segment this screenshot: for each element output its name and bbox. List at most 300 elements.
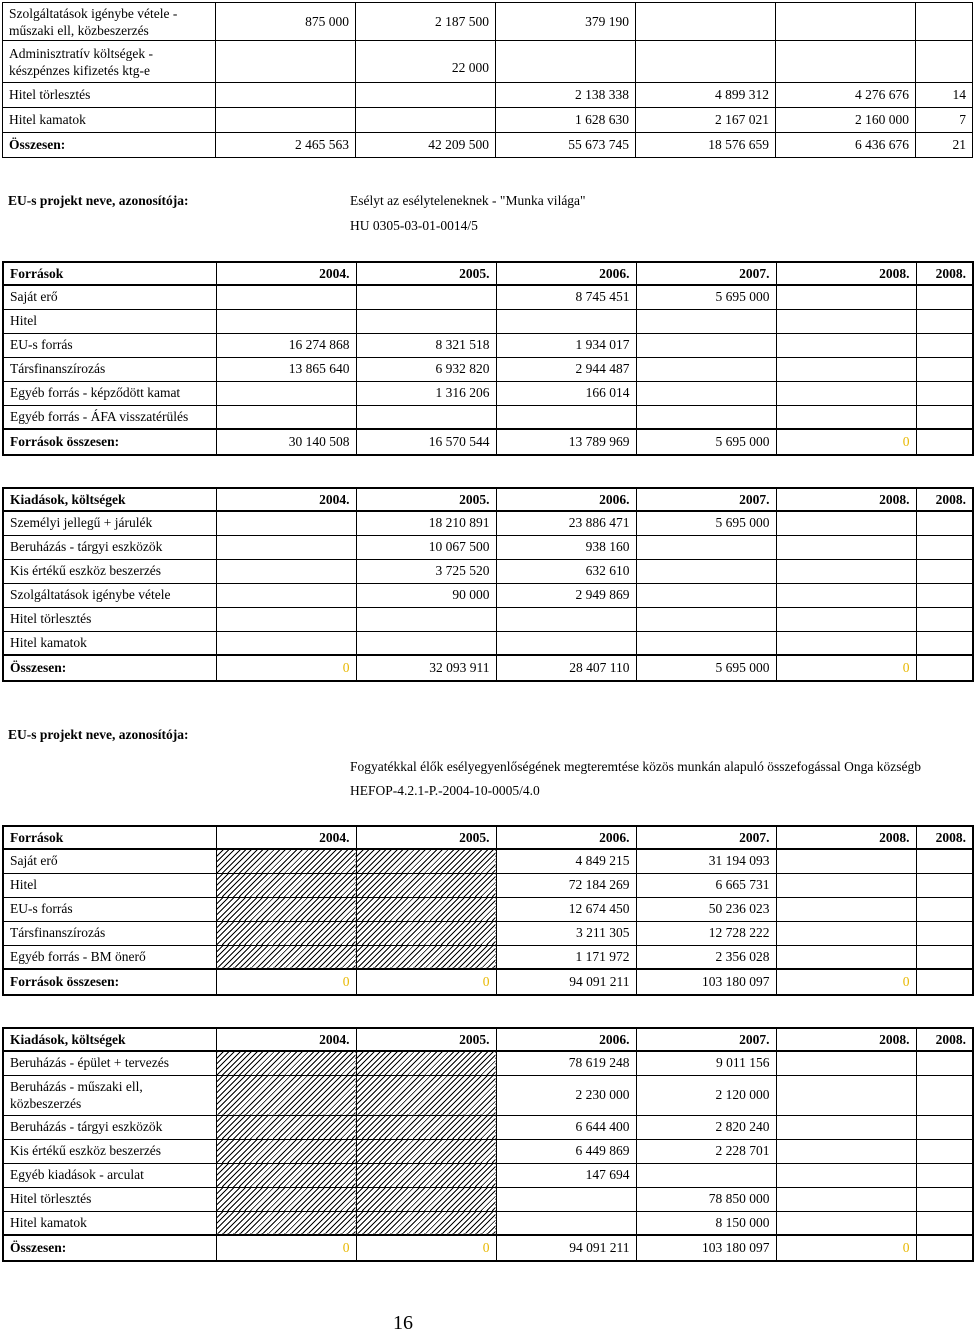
cell: 1 628 630	[496, 108, 636, 133]
cell	[916, 873, 973, 897]
header-year: 2004.	[216, 826, 356, 849]
cell	[216, 631, 356, 655]
cell	[636, 41, 776, 83]
cell	[776, 1115, 916, 1139]
total-label: Összesen:	[3, 1235, 216, 1261]
cell	[916, 1163, 973, 1187]
table-header-row	[3, 1028, 973, 1051]
cell	[916, 511, 973, 535]
cell	[496, 405, 636, 429]
table-row	[3, 1211, 973, 1235]
total-cell	[916, 429, 973, 455]
project2-name: Fogyatékkal élők esélyegyenlőségének megteremtése közös munkán alapuló összefogással Onga községb	[350, 759, 921, 774]
header-year: 2007.	[636, 826, 776, 849]
cell	[356, 1187, 496, 1211]
row-label: Hitel kamatok	[3, 1211, 216, 1235]
cell	[356, 607, 496, 631]
cell	[916, 897, 973, 921]
header-year: 2004.	[216, 262, 356, 285]
cell: 8 150 000	[636, 1211, 776, 1235]
cell	[636, 607, 776, 631]
header-year: 2007.	[636, 488, 776, 511]
row-label: Szolgáltatások igénybe vétele - műszaki ell, közbeszerzés	[3, 3, 216, 41]
cell: 7	[916, 108, 973, 133]
table-row	[3, 559, 973, 583]
project2-sources-table	[2, 825, 974, 996]
total-cell	[916, 1235, 973, 1261]
cell: 1 934 017	[496, 333, 636, 357]
cell	[636, 1163, 776, 1187]
total-row	[3, 429, 973, 455]
cell	[916, 1211, 973, 1235]
table-row	[3, 1139, 973, 1163]
cell	[916, 333, 973, 357]
cell: 1 171 972	[496, 945, 636, 969]
cell	[216, 1075, 356, 1115]
table-row	[3, 1075, 973, 1115]
header-year: 2006.	[496, 1028, 636, 1051]
cell: 2 160 000	[776, 108, 916, 133]
header-year: 2008.	[776, 826, 916, 849]
cell: 2 230 000	[496, 1075, 636, 1115]
header-year: 2006.	[496, 826, 636, 849]
cell	[776, 607, 916, 631]
cell	[216, 83, 356, 108]
table-row	[3, 405, 973, 429]
project2-costs-body	[3, 1028, 973, 1261]
cell: 166 014	[496, 381, 636, 405]
row-label: Egyéb kiadások - arculat	[3, 1163, 216, 1187]
cell	[916, 535, 973, 559]
total-row	[3, 969, 973, 995]
cell	[636, 3, 776, 41]
cell	[216, 41, 356, 83]
cell	[916, 631, 973, 655]
cell: 23 886 471	[496, 511, 636, 535]
row-label: Hitel törlesztés	[3, 607, 216, 631]
cell	[496, 1211, 636, 1235]
total-cell: 0	[356, 969, 496, 995]
cell: 13 865 640	[216, 357, 356, 381]
cell: 6 436 676	[776, 133, 916, 158]
cell	[216, 1115, 356, 1139]
cell	[776, 381, 916, 405]
cell	[636, 357, 776, 381]
cell: 72 184 269	[496, 873, 636, 897]
row-label: Kis értékű eszköz beszerzés	[3, 1139, 216, 1163]
cell: 6 449 869	[496, 1139, 636, 1163]
total-cell: 5 695 000	[636, 655, 776, 681]
cell	[776, 631, 916, 655]
table-row	[3, 607, 973, 631]
project-key-label: EU-s projekt neve, azonosítója:	[8, 193, 189, 208]
cell	[636, 559, 776, 583]
cell: 147 694	[496, 1163, 636, 1187]
cell	[216, 285, 356, 309]
total-label: Összesen:	[3, 655, 216, 681]
cell: 632 610	[496, 559, 636, 583]
cell	[356, 849, 496, 873]
header-year: 2006.	[496, 262, 636, 285]
cell	[916, 921, 973, 945]
header-year: 2008.	[916, 262, 973, 285]
table-row	[3, 583, 973, 607]
total-cell: 103 180 097	[636, 969, 776, 995]
row-label: Saját erő	[3, 849, 216, 873]
cell	[496, 607, 636, 631]
project2-key	[8, 727, 188, 743]
row-label: Személyi jellegű + járulék	[3, 511, 216, 535]
cell	[636, 309, 776, 333]
table-row	[3, 1051, 973, 1075]
total-cell: 16 570 544	[356, 429, 496, 455]
row-label: Beruházás - épület + tervezés	[3, 1051, 216, 1075]
cell	[216, 849, 356, 873]
table-row	[3, 357, 973, 381]
cell	[216, 381, 356, 405]
cell	[216, 309, 356, 333]
row-label: Adminisztratív költségek - készpénzes kifizetés ktg-e	[3, 41, 216, 83]
table-row	[3, 309, 973, 333]
cell: 2 187 500	[356, 3, 496, 41]
cell	[496, 1187, 636, 1211]
cell	[916, 309, 973, 333]
table-row	[3, 511, 973, 535]
cell: 3 211 305	[496, 921, 636, 945]
cell	[776, 921, 916, 945]
header-label: Kiadások, költségek	[3, 1028, 216, 1051]
cell: 21	[916, 133, 973, 158]
header-year: 2004.	[216, 488, 356, 511]
cell: 50 236 023	[636, 897, 776, 921]
row-label: Egyéb forrás - ÁFA visszatérülés	[3, 405, 216, 429]
cell	[356, 405, 496, 429]
table-row	[3, 945, 973, 969]
cell	[356, 83, 496, 108]
cell	[216, 897, 356, 921]
cell	[216, 1163, 356, 1187]
cell	[916, 1051, 973, 1075]
cell	[496, 41, 636, 83]
cell	[916, 1075, 973, 1115]
header-label: Források	[3, 262, 216, 285]
table-header-row	[3, 262, 973, 285]
total-cell: 13 789 969	[496, 429, 636, 455]
cell	[776, 511, 916, 535]
cell	[356, 1211, 496, 1235]
cell	[636, 381, 776, 405]
cell	[356, 108, 496, 133]
cell: 2 356 028	[636, 945, 776, 969]
cell	[916, 559, 973, 583]
project1-costs-table	[2, 487, 974, 682]
cell	[216, 921, 356, 945]
cell	[216, 405, 356, 429]
table-row	[3, 1163, 973, 1187]
table-row	[3, 1187, 973, 1211]
top-table-body	[3, 3, 973, 158]
cell: 2 949 869	[496, 583, 636, 607]
total-cell: 0	[216, 655, 356, 681]
row-label: Kis értékű eszköz beszerzés	[3, 559, 216, 583]
cell	[776, 1163, 916, 1187]
cell	[916, 357, 973, 381]
row-label: Hitel törlesztés	[3, 1187, 216, 1211]
cell	[636, 535, 776, 559]
cell: 6 932 820	[356, 357, 496, 381]
cell: 9 011 156	[636, 1051, 776, 1075]
cell	[496, 309, 636, 333]
table-row	[3, 108, 973, 133]
cell	[776, 1211, 916, 1235]
cell: 8 745 451	[496, 285, 636, 309]
row-label: Összesen:	[3, 133, 216, 158]
total-cell	[916, 969, 973, 995]
total-label: Források összesen:	[3, 969, 216, 995]
cell	[916, 1115, 973, 1139]
total-cell: 103 180 097	[636, 1235, 776, 1261]
total-cell: 28 407 110	[496, 655, 636, 681]
cell: 5 695 000	[636, 285, 776, 309]
total-cell: 0	[776, 969, 916, 995]
table-row	[3, 535, 973, 559]
project1-sources-table	[2, 261, 974, 456]
row-label: Egyéb forrás - BM önerő	[3, 945, 216, 969]
project1-sources-body	[3, 262, 973, 455]
table-row	[3, 849, 973, 873]
cell: 2 944 487	[496, 357, 636, 381]
table-header-row	[3, 488, 973, 511]
cell	[356, 921, 496, 945]
total-row	[3, 1235, 973, 1261]
header-year: 2005.	[356, 826, 496, 849]
cell	[916, 583, 973, 607]
total-cell: 0	[356, 1235, 496, 1261]
row-label: Társfinanszírozás	[3, 921, 216, 945]
cell	[916, 41, 973, 83]
cell	[776, 1139, 916, 1163]
total-cell: 0	[216, 969, 356, 995]
header-year: 2008.	[776, 488, 916, 511]
cell	[776, 1051, 916, 1075]
cell	[776, 897, 916, 921]
cell	[216, 873, 356, 897]
cell	[776, 285, 916, 309]
project1-costs-body	[3, 488, 973, 681]
project2-sources-body	[3, 826, 973, 995]
cell: 42 209 500	[356, 133, 496, 158]
table-row	[3, 1115, 973, 1139]
row-label: Egyéb forrás - képződött kamat	[3, 381, 216, 405]
cell: 5 695 000	[636, 511, 776, 535]
cell: 2 820 240	[636, 1115, 776, 1139]
cell: 6 665 731	[636, 873, 776, 897]
cell: 78 850 000	[636, 1187, 776, 1211]
cell	[916, 285, 973, 309]
cell	[916, 3, 973, 41]
cell	[356, 897, 496, 921]
row-label: Hitel kamatok	[3, 631, 216, 655]
cell	[356, 1115, 496, 1139]
cell	[356, 945, 496, 969]
cell: 2 228 701	[636, 1139, 776, 1163]
cell: 14	[916, 83, 973, 108]
table-row	[3, 921, 973, 945]
cell: 31 194 093	[636, 849, 776, 873]
cell	[776, 583, 916, 607]
table-row	[3, 873, 973, 897]
cell	[636, 631, 776, 655]
cell: 18 576 659	[636, 133, 776, 158]
cell	[216, 1211, 356, 1235]
cell	[216, 607, 356, 631]
cell: 6 644 400	[496, 1115, 636, 1139]
cell: 875 000	[216, 3, 356, 41]
row-label: Beruházás - tárgyi eszközök	[3, 1115, 216, 1139]
row-label: Társfinanszírozás	[3, 357, 216, 381]
table-row	[3, 41, 973, 83]
cell	[356, 873, 496, 897]
cell	[776, 357, 916, 381]
cell	[216, 1139, 356, 1163]
cell	[776, 405, 916, 429]
cell	[216, 535, 356, 559]
cell	[356, 1075, 496, 1115]
cell: 78 619 248	[496, 1051, 636, 1075]
header-year: 2007.	[636, 1028, 776, 1051]
row-label: Hitel	[3, 873, 216, 897]
project-key-label: EU-s projekt neve, azonosítója:	[8, 727, 189, 742]
cell	[916, 1139, 973, 1163]
row-label: Hitel kamatok	[3, 108, 216, 133]
cell: 10 067 500	[356, 535, 496, 559]
total-cell: 94 091 211	[496, 1235, 636, 1261]
cell: 938 160	[496, 535, 636, 559]
row-label: Beruházás - tárgyi eszközök	[3, 535, 216, 559]
header-year: 2005.	[356, 488, 496, 511]
cell	[916, 405, 973, 429]
cell	[916, 945, 973, 969]
cell	[916, 1187, 973, 1211]
header-year: 2004.	[216, 1028, 356, 1051]
table-row	[3, 333, 973, 357]
cell	[776, 309, 916, 333]
page-number: 16	[393, 1312, 413, 1334]
cell	[216, 583, 356, 607]
cell	[636, 333, 776, 357]
header-label: Források	[3, 826, 216, 849]
row-label: Szolgáltatások igénybe vétele	[3, 583, 216, 607]
total-row	[3, 655, 973, 681]
header-year: 2005.	[356, 262, 496, 285]
cell: 4 276 676	[776, 83, 916, 108]
cell	[216, 945, 356, 969]
header-year: 2008.	[916, 1028, 973, 1051]
cell	[356, 285, 496, 309]
cell: 8 321 518	[356, 333, 496, 357]
total-cell: 0	[776, 1235, 916, 1261]
header-year: 2007.	[636, 262, 776, 285]
table-row	[3, 83, 973, 108]
cell	[356, 631, 496, 655]
cell: 4 899 312	[636, 83, 776, 108]
cell	[356, 1139, 496, 1163]
cell	[776, 849, 916, 873]
row-label: EU-s forrás	[3, 897, 216, 921]
cell: 18 210 891	[356, 511, 496, 535]
cell	[916, 849, 973, 873]
total-cell	[916, 655, 973, 681]
cell: 90 000	[356, 583, 496, 607]
cell	[776, 1187, 916, 1211]
cell	[776, 1075, 916, 1115]
project1-key	[8, 193, 188, 209]
cell	[216, 1051, 356, 1075]
cell: 2 167 021	[636, 108, 776, 133]
row-label: Hitel	[3, 309, 216, 333]
total-cell: 30 140 508	[216, 429, 356, 455]
cell	[776, 535, 916, 559]
project1-name: Esélyt az esélyteleneknek - "Munka világa"	[350, 193, 586, 208]
cell	[636, 405, 776, 429]
header-year: 2005.	[356, 1028, 496, 1051]
cell	[636, 583, 776, 607]
total-label: Források összesen:	[3, 429, 216, 455]
cell	[216, 559, 356, 583]
top-cost-table	[2, 2, 973, 158]
table-header-row	[3, 826, 973, 849]
total-cell: 94 091 211	[496, 969, 636, 995]
header-year: 2008.	[916, 488, 973, 511]
cell	[776, 3, 916, 41]
project2-costs-table	[2, 1027, 974, 1262]
cell	[356, 1163, 496, 1187]
cell	[216, 1187, 356, 1211]
table-row	[3, 381, 973, 405]
cell	[776, 945, 916, 969]
total-cell: 0	[776, 655, 916, 681]
cell: 379 190	[496, 3, 636, 41]
header-year: 2006.	[496, 488, 636, 511]
total-cell: 0	[776, 429, 916, 455]
cell	[916, 607, 973, 631]
cell	[216, 108, 356, 133]
cell: 4 849 215	[496, 849, 636, 873]
cell: 22 000	[356, 41, 496, 83]
header-label: Kiadások, költségek	[3, 488, 216, 511]
header-year: 2008.	[776, 262, 916, 285]
total-cell: 0	[216, 1235, 356, 1261]
table-row	[3, 3, 973, 41]
cell: 12 728 222	[636, 921, 776, 945]
cell	[496, 631, 636, 655]
project2-id: HEFOP-4.2.1-P.-2004-10-0005/4.0	[350, 783, 540, 798]
cell: 16 274 868	[216, 333, 356, 357]
table-row	[3, 897, 973, 921]
row-label: Beruházás - műszaki ell, közbeszerzés	[3, 1075, 216, 1115]
cell	[776, 559, 916, 583]
cell	[776, 873, 916, 897]
cell: 12 674 450	[496, 897, 636, 921]
cell: 2 465 563	[216, 133, 356, 158]
header-year: 2008.	[776, 1028, 916, 1051]
cell	[916, 381, 973, 405]
cell: 2 138 338	[496, 83, 636, 108]
cell	[356, 309, 496, 333]
total-cell: 5 695 000	[636, 429, 776, 455]
cell	[776, 41, 916, 83]
row-label: Hitel törlesztés	[3, 83, 216, 108]
